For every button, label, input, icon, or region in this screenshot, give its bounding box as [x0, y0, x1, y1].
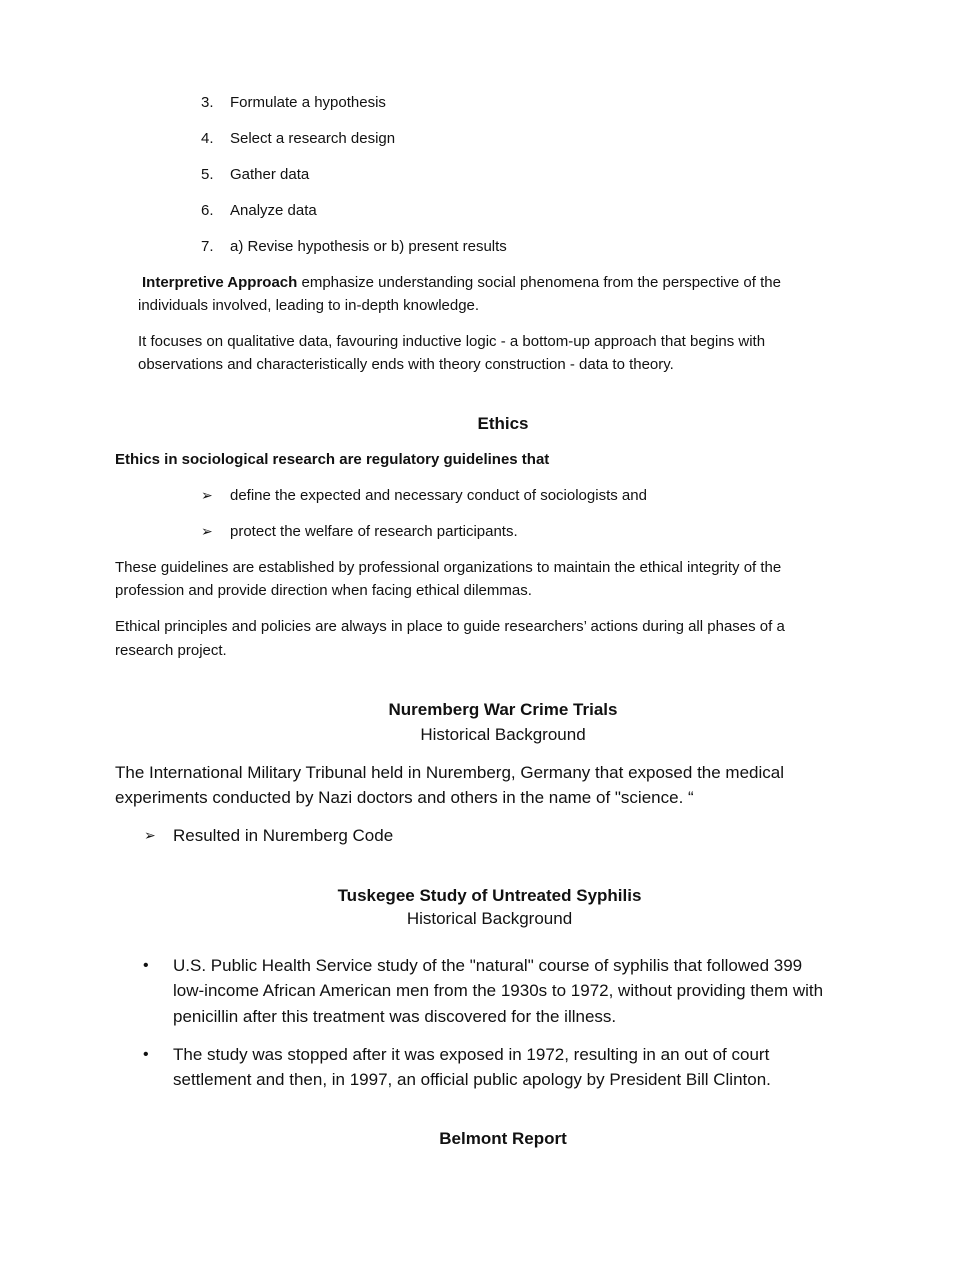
belmont-heading: Belmont Report [439, 1129, 567, 1148]
nuremberg-bullet: Resulted in Nuremberg Code [173, 826, 394, 845]
bullet-dot-icon: • [143, 957, 149, 974]
interpretive-paragraph-line2: individuals involved, leading to in-depth knowledge. [138, 297, 480, 314]
nuremberg-heading: Nuremberg War Crime Trials [388, 700, 618, 719]
step-number: 7. [201, 238, 214, 255]
ethics-lead: Ethics in sociological research are regulatory guidelines that [115, 451, 550, 468]
step-text: Select a research design [230, 130, 396, 147]
tuskegee-bullet1-line2: low-income African American men from the 1930s to 1972, without providing them with [173, 981, 824, 1000]
step-number: 3. [201, 94, 214, 111]
step-text: Analyze data [230, 202, 317, 219]
interpretive-rest: emphasize understanding social phenomena from the perspective of the [297, 274, 781, 291]
step-number: 4. [201, 130, 214, 147]
bullet-dot-icon: • [143, 1046, 149, 1063]
step-number: 6. [201, 202, 214, 219]
tuskegee-heading: Tuskegee Study of Untreated Syphilis [337, 886, 642, 905]
interpretive-paragraph-line1 [142, 271, 781, 294]
arrow-bullet-icon: ➢ [201, 523, 213, 539]
interpretive-term: Interpretive Approach [142, 274, 298, 291]
guidelines-paragraph-line1: These guidelines are established by professional organizations to maintain the ethical integrity of the [115, 559, 782, 576]
principles-paragraph-line1: Ethical principles and policies are always in place to guide researchers’ actions during all phases of a [115, 618, 785, 635]
tuskegee-bullet1-line3: penicillin after this treatment was discovered for the illness. [173, 1007, 617, 1026]
guidelines-paragraph-line2: profession and provide direction when facing ethical dilemmas. [115, 582, 532, 599]
tuskegee-bullet1-line1: U.S. Public Health Service study of the "natural" course of syphilis that followed 399 [173, 956, 803, 975]
arrow-bullet-icon: ➢ [201, 487, 213, 503]
nuremberg-paragraph-line1: The International Military Tribunal held in Nuremberg, Germany that exposed the medical [115, 763, 785, 782]
step-text: a) Revise hypothesis or b) present results [230, 238, 507, 255]
ethics-heading: Ethics [477, 414, 529, 433]
ethics-bullet: define the expected and necessary conduct of sociologists and [230, 487, 647, 504]
principles-paragraph-line2: research project. [115, 642, 227, 659]
tuskegee-bullet2-line2: settlement and then, in 1997, an official public apology by President Bill Clinton. [173, 1070, 771, 1089]
nuremberg-subheading: Historical Background [420, 725, 586, 744]
ethics-bullet: protect the welfare of research participants. [230, 523, 518, 540]
step-number: 5. [201, 166, 214, 183]
arrow-bullet-icon: ➢ [144, 827, 156, 843]
nuremberg-paragraph-line2: experiments conducted by Nazi doctors and others in the name of "science. “ [115, 788, 694, 807]
step-text: Gather data [230, 166, 310, 183]
step-text: Formulate a hypothesis [230, 94, 386, 111]
qualitative-paragraph-line2: observations and characteristically ends with theory construction - data to theory. [138, 356, 674, 373]
qualitative-paragraph-line1: It focuses on qualitative data, favouring inductive logic - a bottom-up approach that begins with [138, 333, 766, 350]
tuskegee-bullet2-line1: The study was stopped after it was exposed in 1972, resulting in an out of court [173, 1045, 770, 1064]
tuskegee-subheading: Historical Background [406, 909, 573, 928]
